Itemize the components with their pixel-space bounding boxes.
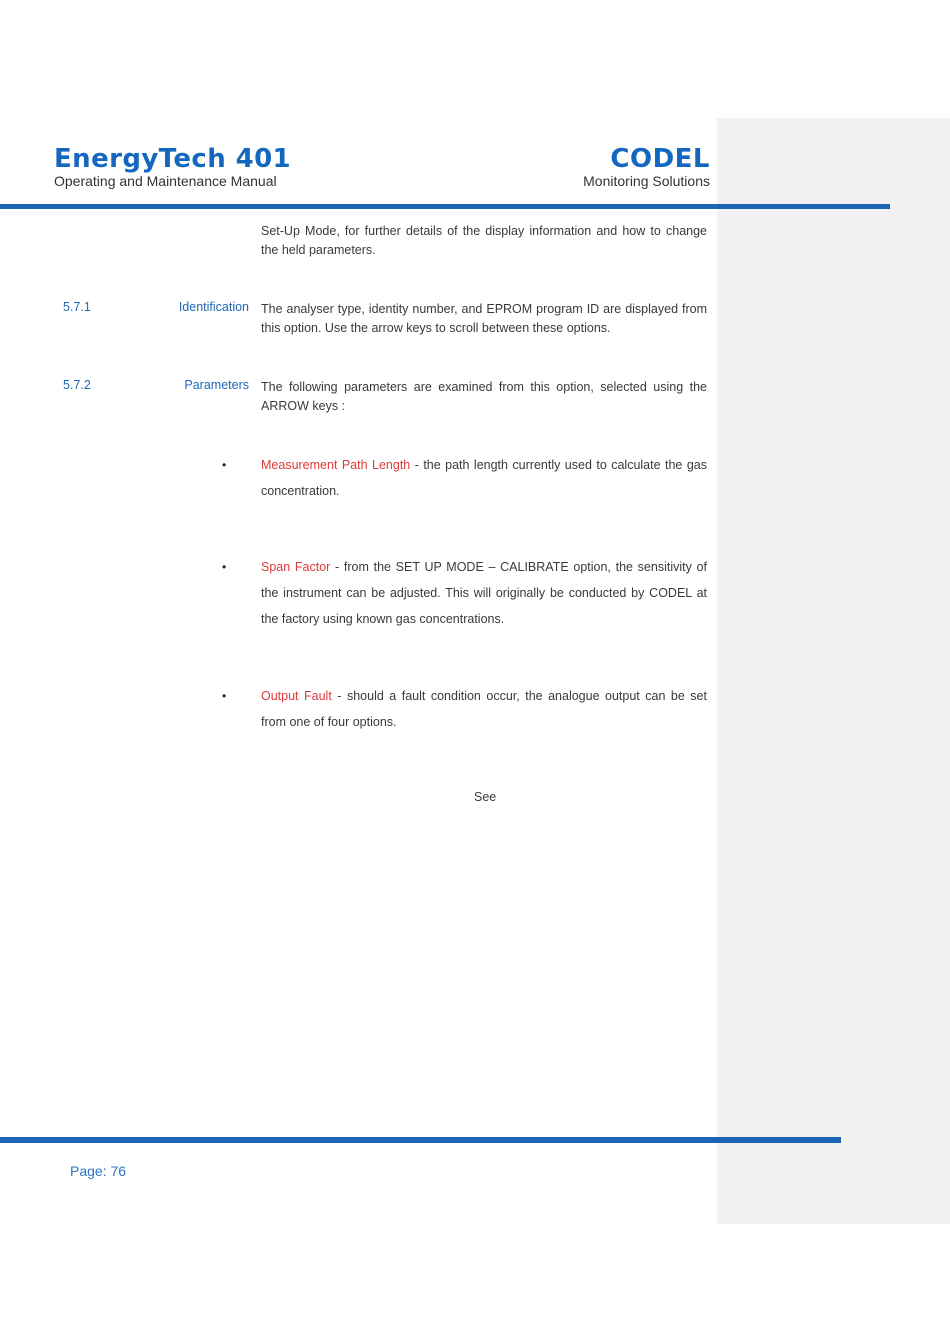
section-title: Parameters (184, 378, 249, 392)
product-title: EnergyTech 401 (54, 144, 292, 174)
section-number: 5.7.2 (63, 378, 91, 392)
manual-subtitle: Operating and Maintenance Manual (54, 173, 277, 189)
bullet-marker: • (222, 689, 227, 703)
bullet-marker: • (222, 458, 227, 472)
bullet-description: - from the SET UP MODE – CALIBRATE option, the sensitivity of the instrument can be adjusted. This will originally be conducted by CODEL at the factory using known gas concentrations. (261, 560, 707, 626)
header-rule (0, 204, 890, 209)
bullet-description: - should a fault condition occur, the analogue output can be set from one of four options. (261, 689, 707, 729)
brand-tagline: Monitoring Solutions (583, 173, 710, 189)
bullet-item (261, 452, 707, 504)
section-number: 5.7.1 (63, 300, 91, 314)
bullet-item (261, 683, 707, 735)
intro-paragraph: Set-Up Mode, for further details of the display information and how to change the held parameters. (261, 224, 707, 257)
margin-sidebar (717, 118, 950, 1224)
page-number: Page: 76 (70, 1163, 127, 1179)
brand-logo: CODEL (610, 144, 710, 174)
section-paragraph: The analyser type, identity number, and EPROM program ID are displayed from this option. Use the arrow keys to scroll between these options. (261, 302, 707, 335)
section-paragraph: The following parameters are examined from this option, selected using the ARROW keys : (261, 380, 707, 413)
section-title: Identification (178, 300, 249, 314)
footer-rule (0, 1137, 841, 1143)
bullet-description: - the path length currently used to calculate the gas concentration. (261, 458, 707, 498)
bullet-item (261, 554, 707, 632)
see-reference: See (474, 790, 497, 804)
bullet-term: Span Factor (261, 560, 331, 574)
bullet-term: Output Fault (261, 689, 332, 703)
bullet-marker: • (222, 560, 227, 574)
bullet-term: Measurement Path Length (261, 458, 411, 472)
